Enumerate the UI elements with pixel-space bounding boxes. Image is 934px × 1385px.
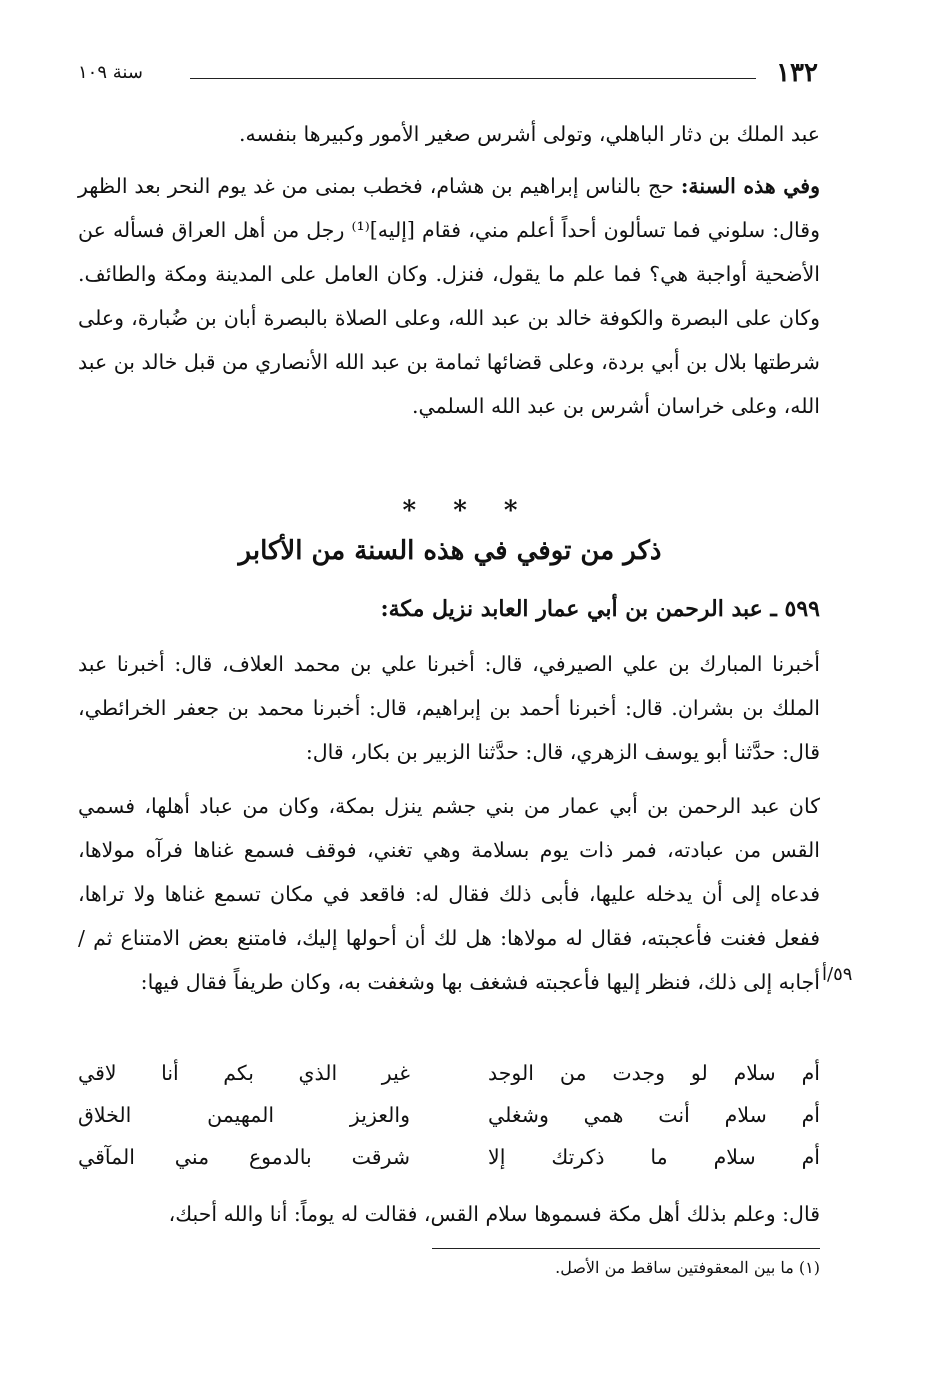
paragraph-5 bbox=[78, 1192, 820, 1236]
poem-first-hemistich: أم سلام ما ذكرتك إلا bbox=[488, 1145, 820, 1169]
paragraph-3 bbox=[78, 642, 820, 774]
paragraph-4-text: كان عبد الرحمن بن أبي عمار من بني جشم ينزل بمكة، وكان من عباد أهلها، فسمي القس من عبادته، فمر ذات يوم بسلامة وهي تغني، فوقف فسمع غناها فرآه مولاها، فدعاه إلى أن يدخله عليها، فأبى ذلك فقال له: فاقعد في مكان تسمع غناها ولا تراها، ففعل فغنت فأعجبته، فقال له مولاها: هل لك أن أحولها إليك، فامتنع بعض الامتناع ثم / أجابه إلى ذلك، فنظر إليها فأعجبته فشغف بها وشغفت به، وكان طريفاً فقال فيها: bbox=[78, 794, 820, 994]
running-title: سنة ١٠٩ bbox=[78, 62, 143, 83]
paragraph-5-text: قال: وعلم بذلك أهل مكة فسموها سلام القس، فقالت له يوماً: أنا والله أحبك، bbox=[168, 1202, 820, 1226]
poem-second-hemistich: غير الذي بكم أنا لاقي bbox=[78, 1061, 410, 1085]
footnote-rule bbox=[432, 1248, 820, 1249]
entry-title: ٥٩٩ ـ عبد الرحمن بن أبي عمار العابد نزيل مكة: bbox=[380, 596, 820, 622]
page-header bbox=[78, 58, 818, 92]
section-separator: * * * bbox=[402, 496, 532, 526]
paragraph-1-text: عبد الملك بن دثار الباهلي، وتولى أشرس صغير الأمور وكبيرها بنفسه. bbox=[238, 122, 820, 146]
poem-first-hemistich: أم سلام أنت همي وشغلي bbox=[488, 1103, 820, 1127]
paragraph-2-lead: وفي هذه السنة: bbox=[680, 174, 820, 198]
poem-verse bbox=[78, 1052, 820, 1094]
paragraph-2 bbox=[78, 164, 820, 428]
paragraph-3-text: أخبرنا المبارك بن علي الصيرفي، قال: أخبرنا علي بن محمد العلاف، قال: أخبرنا عبد الملك بن بشران. قال: أخبرنا أحمد بن إبراهيم، قال: أخبرنا محمد بن جعفر الخرائطي، قال: حدَّثنا أبو يوسف الزهري، قال: حدَّثنا الزبير بن بكار، قال: bbox=[78, 652, 820, 764]
margin-folio-note: ٥٩/أ bbox=[822, 964, 853, 985]
poem-verse bbox=[78, 1094, 820, 1136]
poem-second-hemistich: والعزيز المهيمن الخلاق bbox=[78, 1103, 410, 1127]
paragraph-1 bbox=[78, 112, 820, 156]
section-title: ذكر من توفي في هذه السنة من الأكابر bbox=[238, 536, 662, 566]
poem bbox=[78, 1052, 820, 1178]
paragraph-4 bbox=[78, 784, 820, 1004]
header-rule bbox=[190, 78, 756, 79]
paragraph-2-text: حج بالناس إبراهيم بن هشام، فخطب بمنى من غد يوم النحر بعد الظهر وقال: سلوني فما تسألون أحداً أعلم مني، فقام [إليه]⁽¹⁾ رجل من أهل العراق فسأله عن الأضحية أواجبة هي؟ فما علم ما يقول، فنزل. وكان العامل على المدينة ومكة والطائف. وكان على البصرة والكوفة خالد بن عبد الله، وعلى الصلاة بالبصرة أبان بن ضُبارة، وعلى شرطتها بلال بن أبي بردة، وعلى قضائها ثمامة بن عبد الله الأنصاري من قبل خالد بن عبد الله، وعلى خراسان أشرس بن عبد الله السلمي. bbox=[78, 174, 821, 418]
footnote: (١) ما بين المعقوفتين ساقط من الأصل. bbox=[555, 1258, 820, 1277]
page-number: ١٣٢ bbox=[776, 58, 818, 88]
poem-second-hemistich: شرقت بالدموع مني المآقي bbox=[78, 1145, 410, 1169]
poem-first-hemistich: أم سلام لو وجدت من الوجد bbox=[488, 1061, 820, 1085]
poem-verse bbox=[78, 1136, 820, 1178]
